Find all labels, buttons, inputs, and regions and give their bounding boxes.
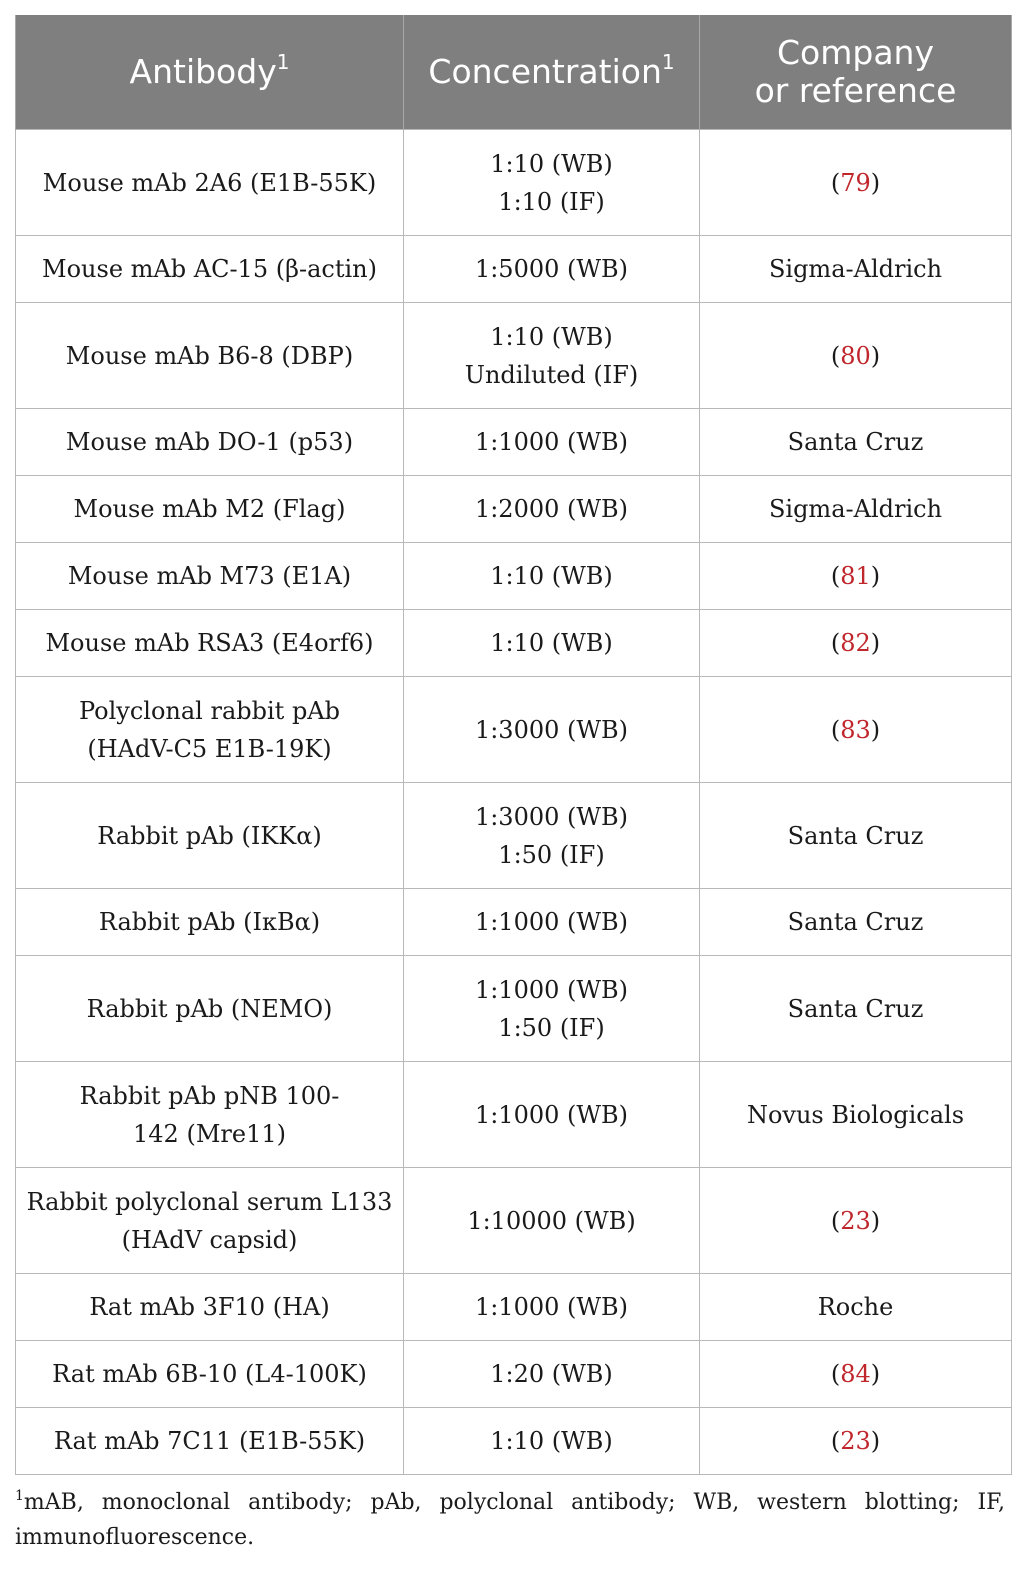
antibody-cell bbox=[16, 236, 404, 303]
source-cell bbox=[700, 1168, 1012, 1274]
antibody-name: Rat mAb 3F10 (HA) bbox=[89, 1293, 330, 1321]
concentration-cell bbox=[404, 303, 700, 409]
antibody-name: Rabbit pAb (IκBα) bbox=[98, 908, 321, 936]
header-company-or-reference: Company or reference bbox=[700, 15, 1012, 130]
concentration-value: 1:20 (WB) bbox=[490, 1360, 613, 1388]
antibody-name: (HAdV-C5 E1B-19K) bbox=[87, 734, 332, 763]
antibody-cell bbox=[16, 1168, 404, 1274]
antibody-name: Mouse mAb RSA3 (E4orf6) bbox=[45, 629, 374, 657]
concentration-cell bbox=[404, 1062, 700, 1168]
reference-paren-close: ) bbox=[870, 1427, 881, 1455]
concentration-value: 1:10000 (WB) bbox=[467, 1206, 636, 1235]
antibody-cell bbox=[16, 409, 404, 476]
antibody-name: Mouse mAb DO-1 (p53) bbox=[65, 428, 354, 456]
company-name: Novus Biologicals bbox=[746, 1100, 965, 1129]
concentration-value: 1:3000 (WB) bbox=[474, 802, 629, 831]
antibody-name: Rabbit polyclonal serum L133 bbox=[26, 1187, 393, 1216]
concentration-cell bbox=[404, 236, 700, 303]
antibody-name: Rat mAb 6B-10 (L4-100K) bbox=[52, 1360, 367, 1388]
reference-paren-close: ) bbox=[870, 562, 881, 590]
concentration-cell bbox=[404, 1168, 700, 1274]
antibody-cell bbox=[16, 1274, 404, 1341]
reference-link[interactable]: 84 bbox=[840, 1360, 871, 1388]
table-body bbox=[16, 130, 1012, 1475]
reference-link[interactable]: 80 bbox=[840, 341, 871, 370]
table-row bbox=[16, 130, 1012, 236]
table-row bbox=[16, 610, 1012, 677]
concentration-value: 1:10 (WB) bbox=[490, 629, 613, 657]
source-cell bbox=[700, 236, 1012, 303]
header-antibody: Antibody$^1$ bbox=[16, 15, 404, 130]
reference-paren-open: ( bbox=[830, 562, 841, 590]
antibody-cell bbox=[16, 543, 404, 610]
company-name: Sigma-Aldrich bbox=[768, 255, 943, 283]
table-row bbox=[16, 409, 1012, 476]
concentration-cell bbox=[404, 1408, 700, 1475]
table-row bbox=[16, 476, 1012, 543]
table-row bbox=[16, 677, 1012, 783]
source-cell bbox=[700, 303, 1012, 409]
reference-link[interactable]: 23 bbox=[840, 1427, 871, 1455]
reference-link[interactable]: 81 bbox=[840, 562, 871, 590]
reference-paren-open: ( bbox=[830, 715, 841, 744]
reference-paren-close: ) bbox=[870, 1360, 881, 1388]
source-cell bbox=[700, 1408, 1012, 1475]
source-cell bbox=[700, 409, 1012, 476]
antibody-name: Rabbit pAb (IKKα) bbox=[97, 821, 322, 850]
reference-paren-close: ) bbox=[870, 1206, 881, 1235]
antibody-name: (HAdV capsid) bbox=[121, 1225, 298, 1254]
company-name: Santa Cruz bbox=[787, 994, 924, 1023]
table-row bbox=[16, 236, 1012, 303]
concentration-value: 1:50 (IF) bbox=[498, 840, 605, 869]
source-cell bbox=[700, 476, 1012, 543]
antibody-cell bbox=[16, 677, 404, 783]
reference-paren-open: ( bbox=[830, 341, 841, 370]
source-cell bbox=[700, 677, 1012, 783]
concentration-value: 1:3000 (WB) bbox=[474, 715, 629, 744]
concentration-value: 1:10 (IF) bbox=[498, 187, 605, 216]
source-cell bbox=[700, 956, 1012, 1062]
antibody-name: Rat mAb 7C11 (E1B-55K) bbox=[53, 1427, 366, 1455]
company-name: Sigma-Aldrich bbox=[768, 495, 943, 523]
source-cell bbox=[700, 130, 1012, 236]
table-row bbox=[16, 889, 1012, 956]
reference-link[interactable]: 79 bbox=[840, 168, 871, 197]
company-name: Santa Cruz bbox=[787, 821, 924, 850]
reference-paren-close: ) bbox=[870, 168, 881, 197]
source-cell bbox=[700, 1341, 1012, 1408]
reference-link[interactable]: 83 bbox=[840, 715, 871, 744]
reference-paren-open: ( bbox=[830, 1206, 841, 1235]
reference-paren-open: ( bbox=[830, 168, 841, 197]
antibody-cell bbox=[16, 130, 404, 236]
antibody-cell bbox=[16, 1341, 404, 1408]
source-cell bbox=[700, 1062, 1012, 1168]
concentration-cell bbox=[404, 610, 700, 677]
concentration-cell bbox=[404, 1341, 700, 1408]
concentration-value: 1:1000 (WB) bbox=[474, 428, 629, 456]
concentration-value: 1:1000 (WB) bbox=[474, 975, 629, 1004]
table-row bbox=[16, 1168, 1012, 1274]
concentration-cell bbox=[404, 956, 700, 1062]
antibody-cell bbox=[16, 956, 404, 1062]
table-row bbox=[16, 1408, 1012, 1475]
source-cell bbox=[700, 610, 1012, 677]
concentration-value: 1:10 (WB) bbox=[490, 562, 613, 590]
antibody-cell bbox=[16, 476, 404, 543]
source-cell bbox=[700, 543, 1012, 610]
reference-paren-open: ( bbox=[830, 1360, 841, 1388]
antibody-name: Mouse mAb M2 (Flag) bbox=[73, 495, 346, 523]
concentration-value: 1:10 (WB) bbox=[490, 149, 613, 178]
antibody-name: 142 (Mre11) bbox=[133, 1119, 286, 1148]
concentration-cell bbox=[404, 543, 700, 610]
footnote-marker: 1 bbox=[276, 50, 290, 74]
concentration-value: 1:5000 (WB) bbox=[474, 255, 629, 283]
concentration-cell bbox=[404, 677, 700, 783]
antibody-table-container bbox=[15, 15, 1011, 1555]
source-cell bbox=[700, 783, 1012, 889]
reference-paren-open: ( bbox=[830, 1427, 841, 1455]
reference-paren-open: ( bbox=[830, 629, 841, 657]
company-name: Santa Cruz bbox=[787, 428, 924, 456]
company-name: Roche bbox=[817, 1293, 894, 1321]
concentration-value: 1:10 (WB) bbox=[490, 322, 613, 351]
reference-link[interactable]: 23 bbox=[840, 1206, 871, 1235]
footnote-text: mAB, monoclonal antibody; pAb, polyclonal antibody; WB, western blotting; IF, immunofluorescence. bbox=[15, 1490, 1005, 1550]
concentration-value: 1:1000 (WB) bbox=[474, 1100, 629, 1129]
antibody-table bbox=[15, 15, 1012, 1475]
antibody-name: Mouse mAb 2A6 (E1B-55K) bbox=[42, 168, 377, 197]
antibody-cell bbox=[16, 889, 404, 956]
table-footnote bbox=[15, 1485, 1005, 1555]
concentration-cell bbox=[404, 409, 700, 476]
antibody-name: Mouse mAb AC-15 (β-actin) bbox=[42, 255, 377, 283]
table-row bbox=[16, 783, 1012, 889]
antibody-name: Rabbit pAb (NEMO) bbox=[86, 994, 333, 1023]
table-row bbox=[16, 1062, 1012, 1168]
concentration-cell bbox=[404, 783, 700, 889]
table-row bbox=[16, 1341, 1012, 1408]
table-row bbox=[16, 956, 1012, 1062]
table-row bbox=[16, 543, 1012, 610]
antibody-name: Polyclonal rabbit pAb bbox=[78, 696, 340, 725]
concentration-value: 1:1000 (WB) bbox=[474, 908, 629, 936]
antibody-cell bbox=[16, 610, 404, 677]
concentration-value: 1:1000 (WB) bbox=[474, 1293, 629, 1321]
antibody-name: Mouse mAb B6-8 (DBP) bbox=[65, 341, 354, 370]
concentration-value: 1:2000 (WB) bbox=[474, 495, 629, 523]
reference-paren-close: ) bbox=[870, 341, 881, 370]
header-concentration: Concentration$^1$ bbox=[404, 15, 700, 130]
antibody-cell bbox=[16, 1062, 404, 1168]
reference-link[interactable]: 82 bbox=[840, 629, 871, 657]
source-cell bbox=[700, 889, 1012, 956]
footnote-marker: 1 bbox=[661, 50, 675, 74]
concentration-cell bbox=[404, 130, 700, 236]
concentration-value: Undiluted (IF) bbox=[464, 360, 639, 389]
concentration-value: 1:50 (IF) bbox=[498, 1013, 605, 1042]
antibody-name: Rabbit pAb pNB 100- bbox=[79, 1081, 340, 1110]
table-row bbox=[16, 1274, 1012, 1341]
reference-paren-close: ) bbox=[870, 715, 881, 744]
table-row bbox=[16, 303, 1012, 409]
company-name: Santa Cruz bbox=[787, 908, 924, 936]
source-cell bbox=[700, 1274, 1012, 1341]
footnote-marker: 1 bbox=[15, 1488, 24, 1504]
antibody-cell bbox=[16, 1408, 404, 1475]
antibody-cell bbox=[16, 783, 404, 889]
reference-paren-close: ) bbox=[870, 629, 881, 657]
concentration-cell bbox=[404, 476, 700, 543]
table-header-row bbox=[16, 15, 1012, 130]
antibody-name: Mouse mAb M73 (E1A) bbox=[67, 562, 352, 590]
concentration-cell bbox=[404, 1274, 700, 1341]
concentration-cell bbox=[404, 889, 700, 956]
concentration-value: 1:10 (WB) bbox=[490, 1427, 613, 1455]
antibody-cell bbox=[16, 303, 404, 409]
